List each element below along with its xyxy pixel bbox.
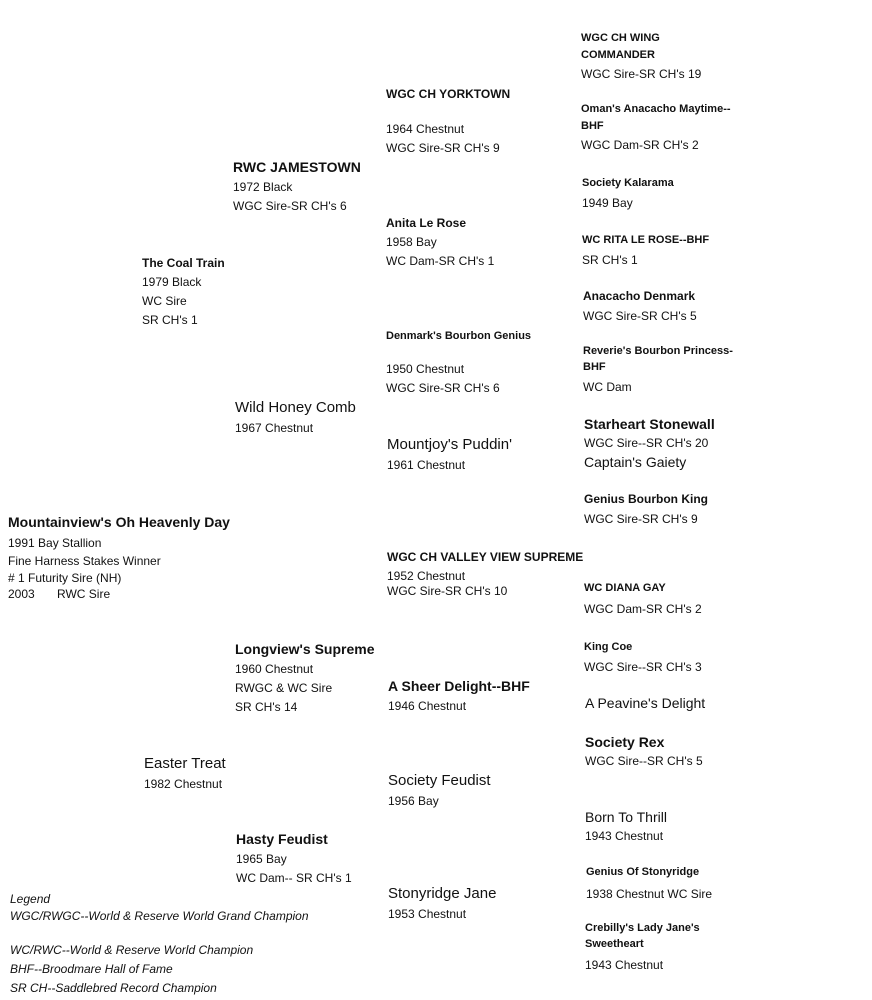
- horse-title: RWGC & WC Sire: [235, 681, 333, 695]
- legend-item: SR CH--Saddlebred Record Champion: [10, 981, 217, 995]
- horse-record: WGC Sire-SR CH's 5: [583, 309, 697, 323]
- subject-note: Fine Harness Stakes Winner: [8, 554, 161, 568]
- horse-name: Stonyridge Jane: [388, 885, 497, 902]
- horse-name: COMMANDER: [581, 49, 655, 61]
- horse-name: Hasty Feudist: [236, 831, 328, 847]
- horse-record: SR CH's 14: [235, 700, 298, 714]
- horse-record: SR CH's 1: [582, 253, 638, 267]
- horse-name: Society Rex: [585, 734, 665, 750]
- horse-name: Anacacho Denmark: [583, 289, 696, 303]
- subject-note: # 1 Futurity Sire (NH): [8, 571, 122, 585]
- horse-name: WGC CH YORKTOWN: [386, 87, 511, 101]
- horse-name: Oman's Anacacho Maytime--: [581, 103, 731, 115]
- horse-name: Society Kalarama: [582, 177, 674, 189]
- horse-birth: 1956 Bay: [388, 794, 439, 808]
- horse-record: WC Dam-- SR CH's 1: [236, 871, 352, 885]
- horse-birth: 1943 Chestnut: [585, 958, 664, 972]
- horse-record: WGC Sire--SR CH's 5: [585, 754, 703, 768]
- horse-record: WGC Sire-SR CH's 19: [581, 67, 702, 81]
- horse-birth: 1982 Chestnut: [144, 777, 223, 791]
- horse-name: Easter Treat: [144, 755, 226, 772]
- horse-record: WGC Sire--SR CH's 20: [584, 436, 709, 450]
- horse-birth: 1979 Black: [142, 275, 202, 289]
- horse-name: A Peavine's Delight: [585, 695, 706, 711]
- horse-birth: 1952 Chestnut: [387, 569, 466, 583]
- horse-birth: 1967 Chestnut: [235, 421, 314, 435]
- horse-birth: 1950 Chestnut: [386, 362, 465, 376]
- legend-item: WGC/RWGC--World & Reserve World Grand Champion: [10, 909, 309, 923]
- horse-name: WGC CH VALLEY VIEW SUPREME: [387, 550, 584, 564]
- horse-name: Crebilly's Lady Jane's: [585, 922, 700, 934]
- horse-record: WGC Sire-SR CH's 9: [584, 512, 698, 526]
- horse-title: WC Sire: [142, 294, 187, 308]
- horse-record: WGC Sire--SR CH's 3: [584, 660, 702, 674]
- horse-birth: 1946 Chestnut: [388, 699, 467, 713]
- horse-birth: 1943 Chestnut: [585, 829, 664, 843]
- horse-birth: 1953 Chestnut: [388, 907, 467, 921]
- horse-birth: 1960 Chestnut: [235, 662, 314, 676]
- horse-name: Denmark's Bourbon Genius: [386, 330, 532, 342]
- subject-name: Mountainview's Oh Heavenly Day: [8, 514, 230, 530]
- horse-birth: 1949 Bay: [582, 196, 633, 210]
- legend-title: Legend: [10, 892, 51, 906]
- horse-birth: 1961 Chestnut: [387, 458, 466, 472]
- horse-birth: 1958 Bay: [386, 235, 437, 249]
- horse-birth: 1965 Bay: [236, 852, 287, 866]
- legend-item: WC/RWC--World & Reserve World Champion: [10, 943, 254, 957]
- horse-name: Genius Of Stonyridge: [586, 866, 700, 878]
- horse-record: WGC Sire-SR CH's 10: [387, 584, 508, 598]
- horse-record: WC Dam-SR CH's 1: [386, 254, 495, 268]
- horse-name: BHF: [581, 120, 604, 132]
- horse-record: WGC Sire-SR CH's 6: [233, 199, 347, 213]
- horse-record: WGC Sire-SR CH's 6: [386, 381, 500, 395]
- horse-name: WGC CH WING: [581, 32, 660, 44]
- horse-name: Genius Bourbon King: [584, 492, 708, 506]
- horse-record: WGC Sire-SR CH's 9: [386, 141, 500, 155]
- horse-title: WC Dam: [583, 380, 632, 394]
- horse-name: Longview's Supreme: [235, 641, 375, 657]
- horse-record: SR CH's 1: [142, 313, 198, 327]
- horse-name: Sweetheart: [585, 938, 644, 950]
- horse-name: WC DIANA GAY: [584, 582, 666, 594]
- horse-name: RWC JAMESTOWN: [233, 159, 361, 175]
- horse-name: Mountjoy's Puddin': [387, 436, 512, 453]
- legend-item: BHF--Broodmare Hall of Fame: [10, 962, 173, 976]
- horse-name: A Sheer Delight--BHF: [388, 678, 530, 694]
- subject-year: 2003: [8, 587, 35, 601]
- subject-birth: 1991 Bay Stallion: [8, 536, 102, 550]
- horse-birth: 1964 Chestnut: [386, 122, 465, 136]
- horse-name: BHF: [583, 361, 606, 373]
- horse-name: Starheart Stonewall: [584, 416, 715, 432]
- horse-birth: 1972 Black: [233, 180, 293, 194]
- horse-name: Anita Le Rose: [386, 216, 467, 230]
- horse-birth: 1938 Chestnut WC Sire: [586, 887, 713, 901]
- horse-name: Reverie's Bourbon Princess-: [583, 345, 733, 357]
- horse-name: Wild Honey Comb: [235, 399, 356, 416]
- horse-name: Society Feudist: [388, 772, 491, 789]
- horse-record: WGC Dam-SR CH's 2: [581, 138, 699, 152]
- horse-name: WC RITA LE ROSE--BHF: [582, 234, 710, 246]
- horse-name: King Coe: [584, 641, 633, 653]
- horse-name: The Coal Train: [142, 256, 225, 270]
- horse-name: Captain's Gaiety: [584, 454, 687, 470]
- horse-record: WGC Dam-SR CH's 2: [584, 602, 702, 616]
- horse-name: Born To Thrill: [585, 809, 667, 825]
- subject-title: RWC Sire: [57, 587, 111, 601]
